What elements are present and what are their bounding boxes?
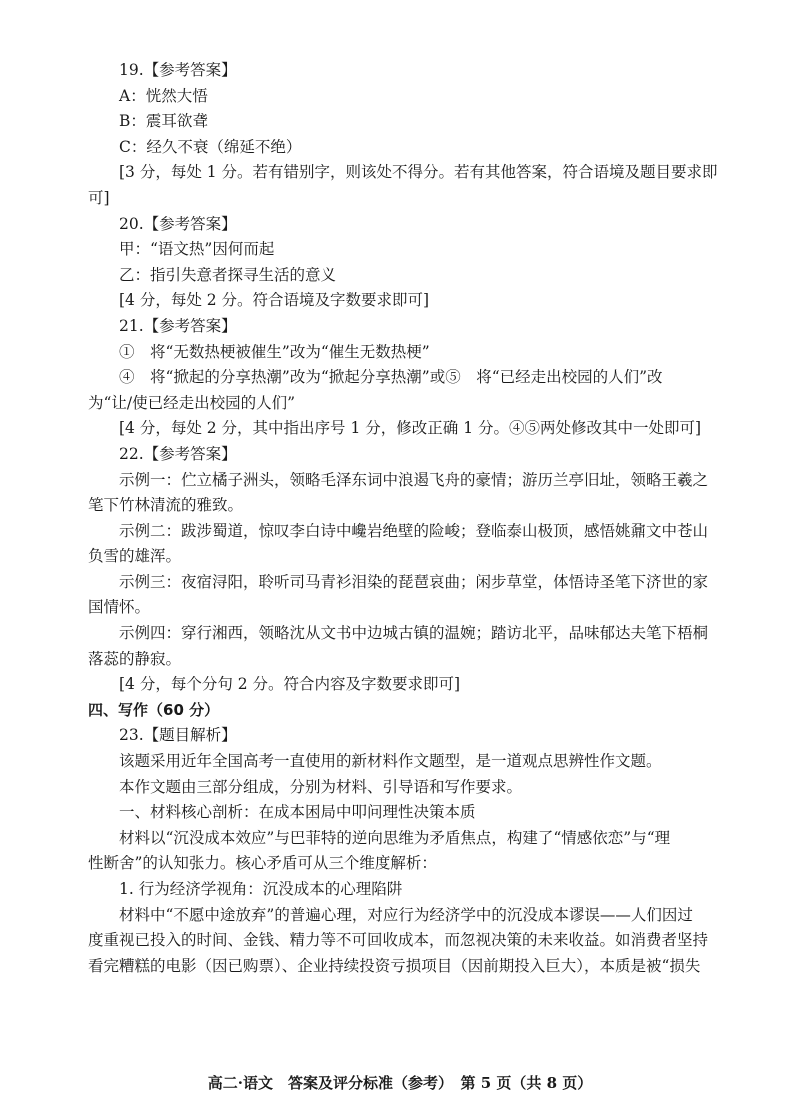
- q21-title: 21.【参考答案】: [119, 316, 237, 335]
- q22-scoring: [4 分，每个分句 2 分。符合内容及字数要求即可]: [119, 675, 461, 694]
- q22-example4-line1: 示例四：穿行湘西，领略沈从文书中边城古镇的温婉；踏访北平，品味郁达夫笔下梧桐: [119, 624, 709, 643]
- q22-example3-line2: 国情怀。: [88, 598, 151, 617]
- q22-title: 22.【参考答案】: [119, 444, 237, 463]
- q23-paragraph-6-line3: 看完糟糕的电影（因已购票）、企业持续投资亏损项目（因前期投入巨大），本质是被“损失: [88, 956, 701, 975]
- q23-paragraph-6-line1: 材料中“不愿中途放弃”的普遍心理，对应行为经济学中的沉没成本谬误——人们因过: [119, 905, 693, 924]
- q20-answer-yi: 乙：指引失意者探寻生活的意义: [119, 265, 337, 284]
- q23-paragraph-2: 本作文题由三部分组成，分别为材料、引导语和写作要求。: [119, 777, 523, 796]
- q20-scoring: [4 分，每处 2 分。符合语境及字数要求即可]: [119, 291, 430, 310]
- answer-page: [88, 58, 720, 979]
- section-heading-writing: 四、写作（60 分）: [88, 700, 220, 719]
- q19-scoring-line2: 可]: [88, 188, 110, 207]
- q19-scoring-line1: [3 分，每处 1 分。若有错别字，则该处不得分。若有其他答案，符合语境及题目要求即: [119, 163, 718, 182]
- page-footer: 高二·语文 答案及评分标准（参考） 第 5 页（共 8 页）: [207, 1074, 593, 1092]
- q22-example2-line2: 负雪的雄浑。: [88, 547, 182, 566]
- q23-subheading-1: 一、材料核心剖析：在成本困局中叩问理性决策本质: [119, 803, 476, 822]
- q23-paragraph-4-line1: 材料以“沉没成本效应”与巴菲特的逆向思维为矛盾焦点，构建了“情感依恋”与“理: [119, 828, 671, 847]
- q23-paragraph-1: 该题采用近年全国高考一直使用的新材料作文题型，是一道观点思辨性作文题。: [119, 752, 662, 771]
- q21-answer-1: ① 将“无数热梗被催生”改为“催生无数热梗”: [119, 342, 430, 361]
- q20-answer-jia: 甲：“语文热”因何而起: [119, 240, 275, 259]
- q19-answer-b: B：震耳欲聋: [119, 112, 208, 131]
- q21-answer-2-line2: 为“让/使已经走出校园的人们”: [88, 393, 296, 412]
- q23-subheading-2: 1. 行为经济学视角：沉没成本的心理陷阱: [119, 880, 403, 898]
- q19-answer-a: A：恍然大悟: [119, 86, 208, 105]
- q19-answer-c: C：经久不衰（绵延不绝）: [119, 137, 302, 156]
- q22-example4-line2: 落蕊的静寂。: [88, 649, 182, 668]
- q23-paragraph-6-line2: 度重视已投入的时间、金钱、精力等不可回收成本，而忽视决策的未来收益。如消费者坚持: [88, 931, 709, 950]
- q21-scoring: [4 分，每处 2 分，其中指出序号 1 分，修改正确 1 分。④⑤两处修改其中一处即可]: [119, 419, 702, 438]
- q22-example2-line1: 示例二：跋涉蜀道，惊叹李白诗中巉岩绝壁的险峻；登临泰山极顶，感悟姚鼐文中苍山: [119, 521, 709, 540]
- q21-answer-2-line1: ④ 将“掀起的分享热潮”改为“掀起分享热潮”或⑤ 将“已经走出校园的人们”改: [119, 368, 663, 387]
- q23-title: 23.【题目解析】: [119, 726, 237, 745]
- q20-title: 20.【参考答案】: [119, 214, 237, 233]
- q19-title: 19.【参考答案】: [119, 61, 237, 79]
- q23-paragraph-4-line2: 性断舍”的认知张力。核心矛盾可从三个维度解析：: [88, 854, 437, 873]
- q22-example3-line1: 示例三：夜宿浔阳，聆听司马青衫泪染的琵琶哀曲；闲步草堂，体悟诗圣笔下济世的家: [119, 572, 709, 591]
- q22-example1-line1: 示例一：伫立橘子洲头，领略毛泽东词中浪遏飞舟的豪情；游历兰亭旧址，领略王羲之: [119, 470, 709, 489]
- q22-example1-line2: 笔下竹林清流的雅致。: [88, 496, 244, 515]
